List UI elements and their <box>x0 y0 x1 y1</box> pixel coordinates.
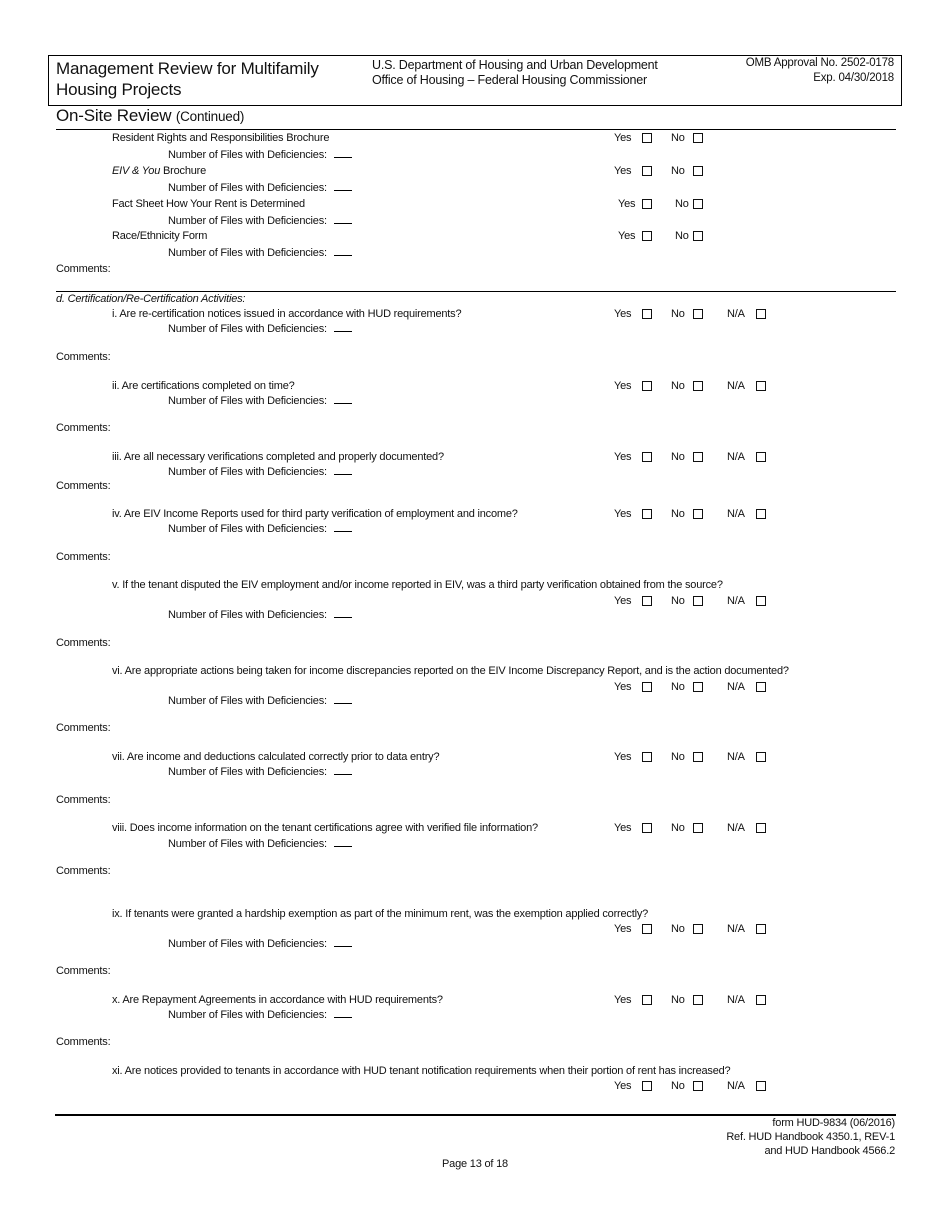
document-2-yes-label: Yes <box>618 198 636 210</box>
question-9-deficiencies-label: Number of Files with Deficiencies: <box>168 938 327 950</box>
question-9-no-checkbox[interactable] <box>693 924 703 934</box>
omb-approval: OMB Approval No. 2502-0178 <box>745 57 894 69</box>
question-7-no-checkbox[interactable] <box>693 752 703 762</box>
question-7-na-checkbox[interactable] <box>756 752 766 762</box>
question-11-text: xi. Are notices provided to tenants in accordance with HUD tenant notification requirements when their portion of rent has increased? <box>112 1065 731 1077</box>
question-2-no-label: No <box>671 380 685 392</box>
question-3-deficiencies <box>168 464 352 479</box>
question-5-na-checkbox[interactable] <box>756 596 766 606</box>
question-1-deficiencies-blank[interactable] <box>334 321 352 332</box>
document-0-no-checkbox[interactable] <box>693 133 703 143</box>
question-4-comments-label: Comments: <box>56 551 111 563</box>
question-9-na-checkbox[interactable] <box>756 924 766 934</box>
question-3-deficiencies-label: Number of Files with Deficiencies: <box>168 466 327 478</box>
question-9-comments-label: Comments: <box>56 965 111 977</box>
question-1-yes-checkbox[interactable] <box>642 309 652 319</box>
question-3-yes-label: Yes <box>614 451 632 463</box>
document-1-deficiencies <box>168 180 352 195</box>
document-item-label-rest: Brochure <box>160 165 207 177</box>
question-7-yes-checkbox[interactable] <box>642 752 652 762</box>
question-4-na-checkbox[interactable] <box>756 509 766 519</box>
question-1-na-checkbox[interactable] <box>756 309 766 319</box>
question-7-na-label: N/A <box>727 751 745 763</box>
question-3-no-label: No <box>671 451 685 463</box>
question-5-yes-label: Yes <box>614 595 632 607</box>
question-10-deficiencies <box>168 1007 352 1022</box>
question-7-deficiencies-label: Number of Files with Deficiencies: <box>168 766 327 778</box>
document-3-deficiencies-blank[interactable] <box>334 245 352 256</box>
document-0-no-label: No <box>671 132 685 144</box>
question-10-yes-label: Yes <box>614 994 632 1006</box>
question-10-comments-label: Comments: <box>56 1036 111 1048</box>
department-block <box>372 58 658 88</box>
question-1-text: i. Are re-certification notices issued in accordance with HUD requirements? <box>112 308 462 320</box>
document-2-deficiencies-label: Number of Files with Deficiencies: <box>168 215 327 227</box>
office-name: Office of Housing – Federal Housing Commissioner <box>372 73 648 87</box>
question-4-na-label: N/A <box>727 508 745 520</box>
question-10-yes-checkbox[interactable] <box>642 995 652 1005</box>
question-5-yes-checkbox[interactable] <box>642 596 652 606</box>
footer-form-number: form HUD-9834 (06/2016) <box>772 1117 895 1129</box>
omb-block <box>746 56 894 86</box>
document-item-label: Fact Sheet How Your Rent is Determined <box>112 198 305 210</box>
comments-label: Comments: <box>56 263 111 275</box>
question-6-deficiencies <box>168 693 352 708</box>
question-9-yes-label: Yes <box>614 923 632 935</box>
question-7-no-label: No <box>671 751 685 763</box>
question-2-yes-label: Yes <box>614 380 632 392</box>
question-5-no-checkbox[interactable] <box>693 596 703 606</box>
question-2-deficiencies <box>168 393 352 408</box>
question-7-text: vii. Are income and deductions calculated correctly prior to data entry? <box>112 751 440 763</box>
page-number: Page 13 of 18 <box>442 1158 508 1170</box>
document-1-no-checkbox[interactable] <box>693 166 703 176</box>
question-1-deficiencies-label: Number of Files with Deficiencies: <box>168 323 327 335</box>
question-1-comments-label: Comments: <box>56 351 111 363</box>
document-0-yes-label: Yes <box>614 132 632 144</box>
question-7-yes-label: Yes <box>614 751 632 763</box>
document-1-deficiencies-blank[interactable] <box>334 180 352 191</box>
question-9-text: ix. If tenants were granted a hardship exemption as part of the minimum rent, was the exemption applied correctly? <box>112 908 649 920</box>
question-4-text: iv. Are EIV Income Reports used for third party verification of employment and income? <box>112 508 518 520</box>
question-4-deficiencies-label: Number of Files with Deficiencies: <box>168 523 327 535</box>
question-3-na-label: N/A <box>727 451 745 463</box>
question-10-text: x. Are Repayment Agreements in accordance with HUD requirements? <box>112 994 443 1006</box>
question-8-no-checkbox[interactable] <box>693 823 703 833</box>
question-1-na-label: N/A <box>727 308 745 320</box>
question-10-no-label: No <box>671 994 685 1006</box>
document-3-deficiencies-label: Number of Files with Deficiencies: <box>168 247 327 259</box>
omb-expiration: Exp. 04/30/2018 <box>813 72 894 84</box>
section-continued: (Continued) <box>175 109 245 124</box>
question-6-no-label: No <box>671 681 685 693</box>
document-2-no-checkbox[interactable] <box>693 199 703 209</box>
question-8-no-label: No <box>671 822 685 834</box>
question-1-deficiencies <box>168 321 352 336</box>
question-4-yes-label: Yes <box>614 508 632 520</box>
section-divider <box>56 129 896 130</box>
document-item-label-italic: EIV & You <box>112 165 161 177</box>
question-10-na-label: N/A <box>727 994 745 1006</box>
document-2-deficiencies-blank[interactable] <box>334 213 352 224</box>
question-1-no-checkbox[interactable] <box>693 309 703 319</box>
document-item-label: Race/Ethnicity Form <box>112 230 208 242</box>
question-10-deficiencies-label: Number of Files with Deficiencies: <box>168 1009 327 1021</box>
footer-ref-2: and HUD Handbook 4566.2 <box>764 1145 895 1157</box>
question-4-yes-checkbox[interactable] <box>642 509 652 519</box>
question-10-no-checkbox[interactable] <box>693 995 703 1005</box>
question-5-deficiencies <box>168 607 352 622</box>
question-8-text: viii. Does income information on the tenant certifications agree with verified file information? <box>112 822 538 834</box>
document-0-deficiencies-label: Number of Files with Deficiencies: <box>168 149 327 161</box>
question-11-no-checkbox[interactable] <box>693 1081 703 1091</box>
form-header <box>48 55 902 106</box>
question-5-deficiencies-blank[interactable] <box>334 607 352 618</box>
document-3-deficiencies <box>168 245 352 260</box>
department-name: U.S. Department of Housing and Urban Development <box>372 58 658 72</box>
question-8-comments-label: Comments: <box>56 865 111 877</box>
question-5-comments-label: Comments: <box>56 637 111 649</box>
document-2-deficiencies <box>168 213 352 228</box>
document-3-yes-label: Yes <box>618 230 636 242</box>
question-5-deficiencies-label: Number of Files with Deficiencies: <box>168 609 327 621</box>
question-3-deficiencies-blank[interactable] <box>334 464 352 475</box>
question-2-no-checkbox[interactable] <box>693 381 703 391</box>
question-8-deficiencies-label: Number of Files with Deficiencies: <box>168 838 327 850</box>
document-1-no-label: No <box>671 165 685 177</box>
question-2-yes-checkbox[interactable] <box>642 381 652 391</box>
question-8-deficiencies <box>168 836 352 851</box>
question-9-no-label: No <box>671 923 685 935</box>
question-3-na-checkbox[interactable] <box>756 452 766 462</box>
document-2-no-label: No <box>675 198 689 210</box>
question-9-yes-checkbox[interactable] <box>642 924 652 934</box>
question-6-comments-label: Comments: <box>56 722 111 734</box>
footer-reference <box>726 1116 895 1158</box>
document-item-label: Resident Rights and Responsibilities Brochure <box>112 132 330 144</box>
question-6-yes-label: Yes <box>614 681 632 693</box>
question-11-yes-checkbox[interactable] <box>642 1081 652 1091</box>
question-8-yes-checkbox[interactable] <box>642 823 652 833</box>
section-title-text: On-Site Review <box>56 106 172 125</box>
question-6-na-checkbox[interactable] <box>756 682 766 692</box>
document-3-yes-checkbox[interactable] <box>642 231 652 241</box>
question-2-deficiencies-blank[interactable] <box>334 393 352 404</box>
question-5-na-label: N/A <box>727 595 745 607</box>
question-10-deficiencies-blank[interactable] <box>334 1007 352 1018</box>
question-5-text: v. If the tenant disputed the EIV employment and/or income reported in EIV, was a third party verification obtained from the source? <box>112 579 723 591</box>
document-3-no-label: No <box>675 230 689 242</box>
document-1-yes-label: Yes <box>614 165 632 177</box>
question-11-yes-label: Yes <box>614 1080 632 1092</box>
question-2-text: ii. Are certifications completed on time? <box>112 380 295 392</box>
question-3-text: iii. Are all necessary verifications completed and properly documented? <box>112 451 444 463</box>
question-7-deficiencies <box>168 764 352 779</box>
question-2-na-label: N/A <box>727 380 745 392</box>
question-3-comments-label: Comments: <box>56 480 111 492</box>
document-2-yes-checkbox[interactable] <box>642 199 652 209</box>
question-11-no-label: No <box>671 1080 685 1092</box>
question-8-na-label: N/A <box>727 822 745 834</box>
document-1-yes-checkbox[interactable] <box>642 166 652 176</box>
document-item-label <box>112 164 206 178</box>
question-7-deficiencies-blank[interactable] <box>334 764 352 775</box>
question-1-no-label: No <box>671 308 685 320</box>
document-0-yes-checkbox[interactable] <box>642 133 652 143</box>
question-4-no-checkbox[interactable] <box>693 509 703 519</box>
question-4-deficiencies-blank[interactable] <box>334 521 352 532</box>
question-7-comments-label: Comments: <box>56 794 111 806</box>
subsection-heading: d. Certification/Re-Certification Activities: <box>56 293 246 305</box>
question-3-yes-checkbox[interactable] <box>642 452 652 462</box>
question-4-no-label: No <box>671 508 685 520</box>
question-2-na-checkbox[interactable] <box>756 381 766 391</box>
question-8-deficiencies-blank[interactable] <box>334 836 352 847</box>
question-3-no-checkbox[interactable] <box>693 452 703 462</box>
question-9-deficiencies <box>168 936 352 951</box>
question-4-deficiencies <box>168 521 352 536</box>
question-6-na-label: N/A <box>727 681 745 693</box>
question-9-na-label: N/A <box>727 923 745 935</box>
question-6-yes-checkbox[interactable] <box>642 682 652 692</box>
question-9-deficiencies-blank[interactable] <box>334 936 352 947</box>
document-0-deficiencies-blank[interactable] <box>334 147 352 158</box>
question-1-yes-label: Yes <box>614 308 632 320</box>
footer-ref-1: Ref. HUD Handbook 4350.1, REV-1 <box>726 1131 895 1143</box>
question-6-text: vi. Are appropriate actions being taken for income discrepancies reported on the EIV Income Discrepancy Report, and is the action documented? <box>112 665 789 677</box>
question-6-no-checkbox[interactable] <box>693 682 703 692</box>
question-10-na-checkbox[interactable] <box>756 995 766 1005</box>
question-8-na-checkbox[interactable] <box>756 823 766 833</box>
section-title <box>56 105 244 128</box>
question-11-na-checkbox[interactable] <box>756 1081 766 1091</box>
question-6-deficiencies-label: Number of Files with Deficiencies: <box>168 695 327 707</box>
question-2-comments-label: Comments: <box>56 422 111 434</box>
question-2-deficiencies-label: Number of Files with Deficiencies: <box>168 395 327 407</box>
question-5-no-label: No <box>671 595 685 607</box>
document-1-deficiencies-label: Number of Files with Deficiencies: <box>168 182 327 194</box>
document-3-no-checkbox[interactable] <box>693 231 703 241</box>
document-0-deficiencies <box>168 147 352 162</box>
question-6-deficiencies-blank[interactable] <box>334 693 352 704</box>
form-title: Management Review for Multifamily Housing Projects <box>56 59 319 99</box>
question-11-na-label: N/A <box>727 1080 745 1092</box>
question-8-yes-label: Yes <box>614 822 632 834</box>
